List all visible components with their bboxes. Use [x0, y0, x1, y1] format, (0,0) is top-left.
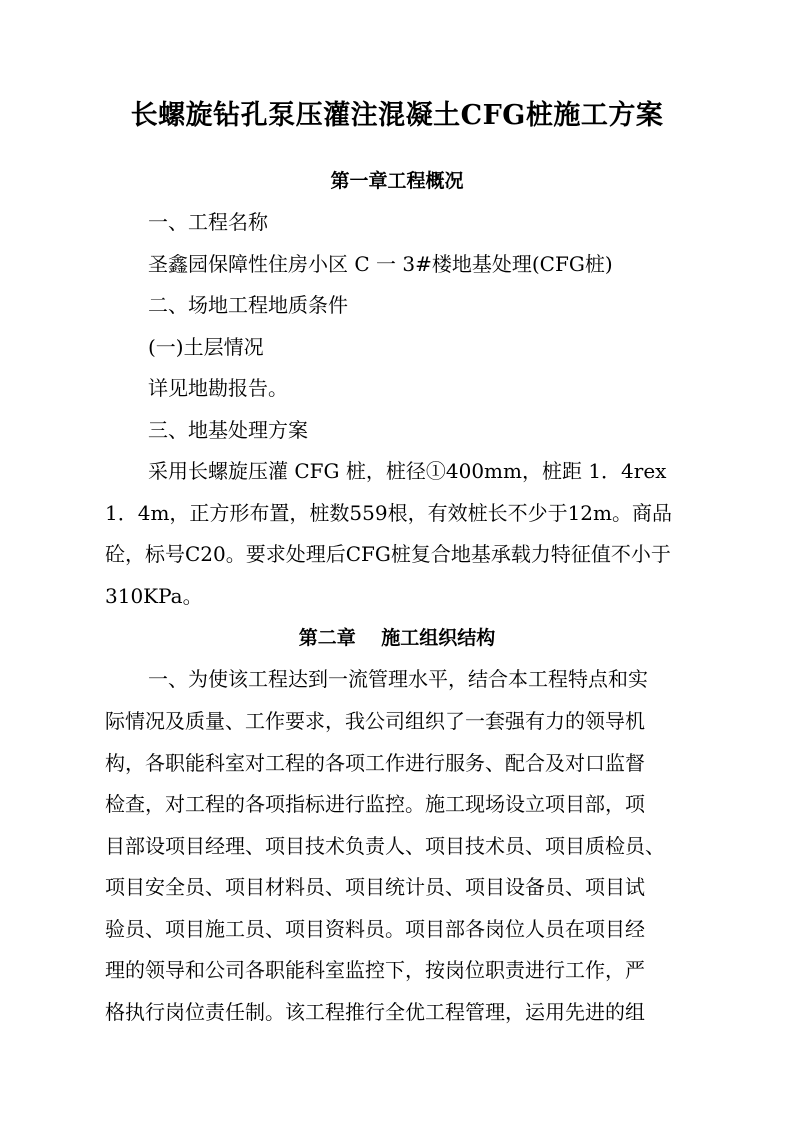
chapter-2-heading: 第二章 施工组织结构	[298, 627, 496, 649]
section-3-paragraph-line: 310KPa。	[105, 584, 203, 608]
chapter-2-paragraph-line: 理的领导和公司各职能科室监控下，按岗位职责进行工作，严	[105, 958, 645, 982]
section-1-heading: 一、工程名称	[148, 210, 268, 234]
section-2-subheading: (一)土层情况	[148, 335, 264, 359]
section-3-paragraph-line: 砼，标号C20。要求处理后CFG桩复合地基承载力特征值不小于	[105, 542, 671, 566]
chapter-2-paragraph-line: 目部设项目经理、项目技术负责人、项目技术员、项目质检员、	[105, 834, 665, 858]
section-2-heading: 二、场地工程地质条件	[148, 293, 348, 317]
chapter-2-paragraph-line: 检查，对工程的各项指标进行监控。施工现场设立项目部，项	[105, 792, 645, 816]
chapter-2-paragraph-line: 一、为使该工程达到一流管理水平，结合本工程特点和实	[148, 667, 648, 691]
document-title: 长螺旋钻孔泵压灌注混凝土CFG桩施工方案	[130, 100, 664, 131]
chapter-1-heading: 第一章工程概况	[330, 170, 464, 192]
section-3-paragraph-line: 1．4m，正方形布置，桩数559根，有效桩长不少于12m。商品	[105, 501, 673, 525]
section-2-text: 详见地勘报告。	[148, 376, 288, 400]
chapter-2-paragraph-line: 验员、项目施工员、项目资料员。项目部各岗位人员在项目经	[105, 917, 645, 941]
chapter-2-paragraph-line: 项目安全员、项目材料员、项目统计员、项目设备员、项目试	[105, 875, 645, 899]
section-3-heading: 三、地基处理方案	[148, 418, 308, 442]
section-1-text: 圣鑫园保障性住房小区 C 一 3#楼地基处理(CFG桩)	[148, 252, 613, 276]
section-3-paragraph-line: 采用长螺旋压灌 CFG 桩，桩径①400mm，桩距 1．4rex	[148, 459, 667, 483]
chapter-2-paragraph-line: 格执行岗位责任制。该工程推行全优工程管理，运用先进的组	[105, 1000, 645, 1024]
chapter-2-paragraph-line: 构，各职能科室对工程的各项工作进行服务、配合及对口监督	[105, 751, 645, 775]
chapter-2-paragraph-line: 际情况及质量、工作要求，我公司组织了一套强有力的领导机	[105, 709, 645, 733]
